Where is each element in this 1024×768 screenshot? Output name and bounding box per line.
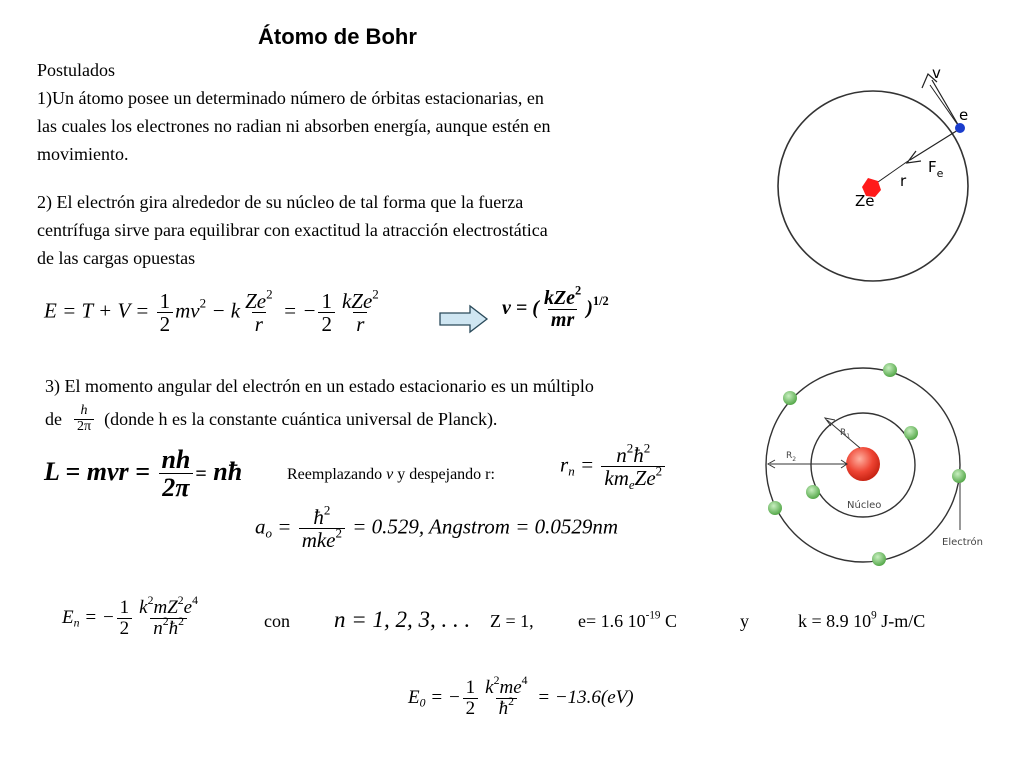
electron-sphere bbox=[952, 469, 966, 483]
label-e: e bbox=[959, 106, 969, 124]
electron-sphere bbox=[768, 501, 782, 515]
electron-sphere bbox=[904, 426, 918, 440]
label-electron: Electrón bbox=[942, 537, 984, 548]
postulate1-line2: las cuales los electrones no radian ni absorben energía, aunque estén en bbox=[37, 116, 551, 136]
postulate3-prefix: de bbox=[45, 408, 62, 429]
hbar-fraction: $\frac{h}{2\pi}$ bbox=[72, 404, 96, 434]
electron bbox=[955, 123, 965, 133]
label-ze: Ze bbox=[855, 192, 875, 210]
electron-sphere bbox=[783, 391, 797, 405]
label-r1: $R_1$ bbox=[840, 428, 851, 440]
ground-energy-equation: $E_0$ = − $\frac{1}{2}$ $\frac{k^2me^4}{ħ^2}$ = −13.6(eV) bbox=[408, 674, 634, 719]
postulados-label: Postulados bbox=[37, 60, 116, 80]
atom-orbits-diagram bbox=[760, 360, 990, 580]
postulate3-line1: 3) El momento angular del electrón en un estado estacionario es un múltiplo bbox=[45, 376, 594, 396]
postulate3-line2 bbox=[45, 404, 497, 434]
postulate1-line3: movimiento. bbox=[37, 144, 129, 164]
postulados-block bbox=[37, 56, 550, 168]
right-arrow-icon bbox=[438, 304, 490, 334]
radius-equation: $r_n$ = $\frac{n^2ħ^2}{km_eZe^2}$ bbox=[560, 444, 667, 489]
page-title: Átomo de Bohr bbox=[258, 24, 417, 49]
label-r2: $R_2$ bbox=[786, 451, 797, 463]
bohr-orbit-diagram bbox=[760, 60, 990, 290]
electron-sphere bbox=[883, 363, 897, 377]
postulate3-suffix: (donde h es la constante cuántica universal de Planck). bbox=[104, 408, 498, 429]
e-value: e= 1.6 $10^{-19}$ C bbox=[578, 609, 678, 631]
postulate2-line2: centrífuga sirve para equilibrar con exactitud la atracción electrostática bbox=[37, 220, 548, 240]
n-values: n = 1, 2, 3, . . . bbox=[334, 607, 471, 632]
postulate2-line3: de las cargas opuestas bbox=[37, 248, 196, 268]
energy-level-equation: $E_n$ = − $\frac{1}{2}$ $\frac{k^2mZ^2e^4}{n^2ħ^2}$ bbox=[62, 594, 198, 639]
label-nucleo: Núcleo bbox=[847, 500, 882, 511]
k-value: k = 8.9 $10^9$ J-m/C bbox=[798, 609, 926, 631]
postulate1-line1: 1)Un átomo posee un determinado número de órbitas estacionarias, en bbox=[37, 88, 544, 108]
electron-sphere bbox=[872, 552, 886, 566]
reemplazando-text: Reemplazando v y despejando r: bbox=[287, 466, 495, 483]
postulate2-block bbox=[37, 188, 548, 272]
bohr-radius-equation: $a_o$ = $\frac{ħ^2}{mke^2}$ = 0.529, Angstrom = 0.0529nm bbox=[255, 502, 619, 553]
con-label: con bbox=[264, 611, 290, 631]
velocity-equation: v = ( $\frac{kZe^2}{mr}$ )$^{1/2}$ bbox=[502, 283, 609, 331]
label-r: r bbox=[900, 172, 907, 190]
label-v: v bbox=[932, 64, 941, 82]
nucleus-sphere bbox=[846, 447, 880, 481]
electron-sphere bbox=[806, 485, 820, 499]
label-fe: $F_e$ bbox=[928, 158, 944, 180]
energy-equation: E = T + V = $\frac{1}{2}$ $mv^2 - k$ $\frac{Ze^2}{r}$ = − $\frac{1}{2}$ $\frac{kZe^2}{r}$ bbox=[44, 286, 379, 337]
y-connector: y bbox=[740, 611, 749, 631]
angular-momentum-equation: L = mvr = $\frac{nh}{2\pi}$ = nħ bbox=[44, 445, 243, 503]
z-value: Z = 1, bbox=[490, 611, 534, 631]
postulate2-line1: 2) El electrón gira alrededor de su núcleo de tal forma que la fuerza bbox=[37, 192, 524, 212]
